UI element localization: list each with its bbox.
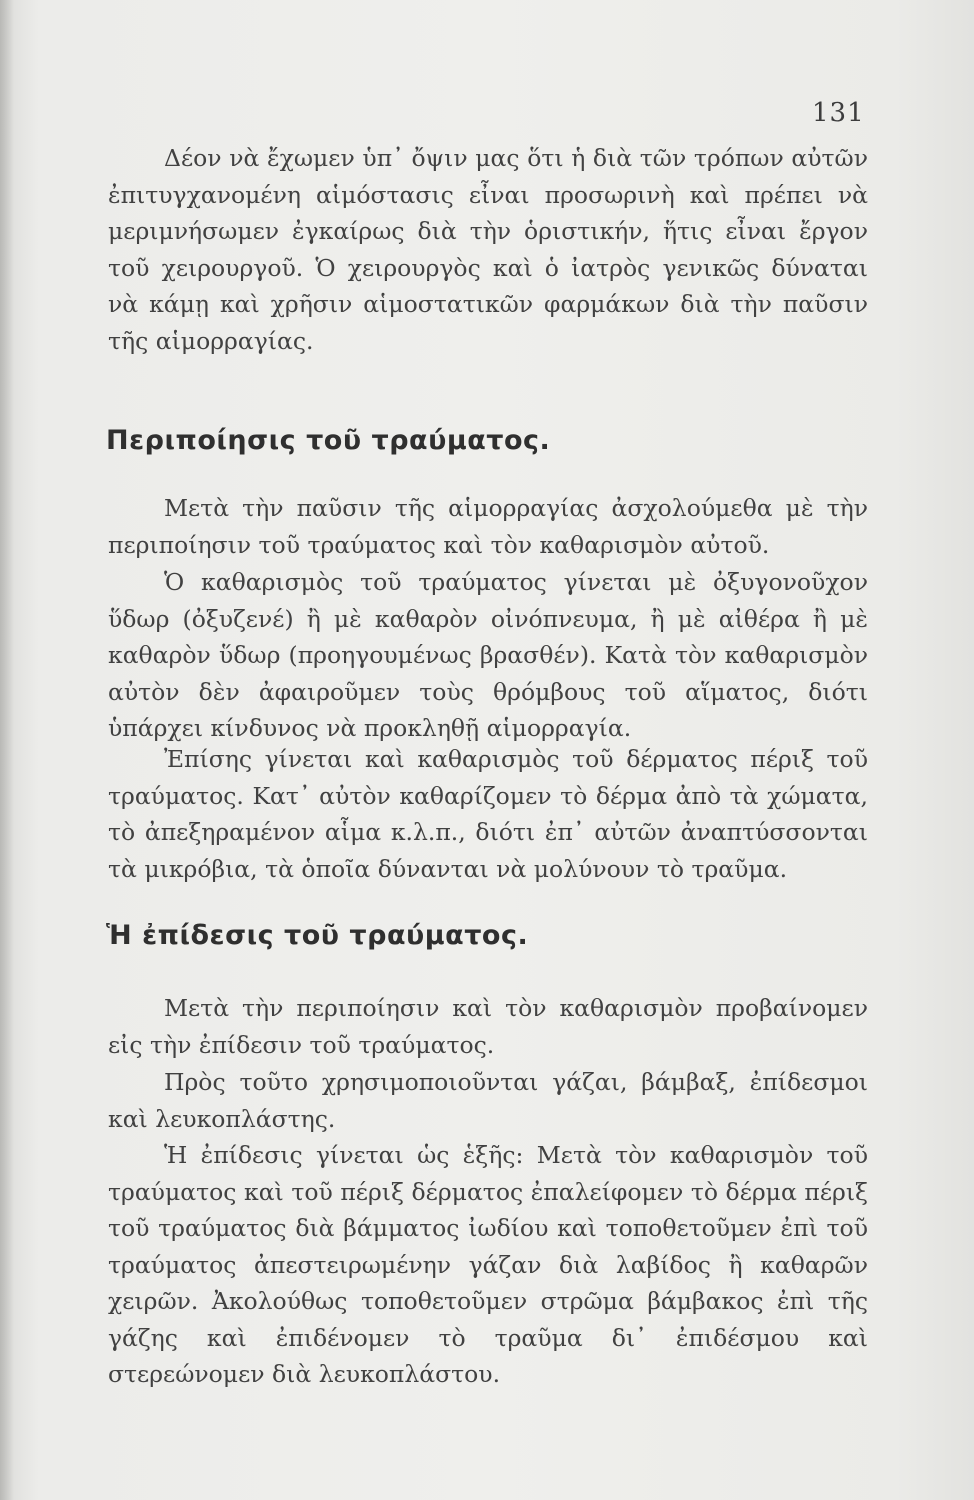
paragraph-skin-cleaning: Ἐπίσης γίνεται καὶ καθαρισμὸς τοῦ δέρματος πέριξ τοῦ τραύματος. Κατ᾽ αὐτὸν καθαρίζομεν τὸ δέρμα ἀπὸ τὰ χώματα, τὸ ἀπεξηραμένον αἷμα κ.λ.π., διότι ἐπ᾽ αὐτῶν ἀναπτύσσονται τὰ μικρόβια, τὰ ὁποῖα δύνανται νὰ μολύνουν τὸ τραῦμα. <box>108 745 868 883</box>
paragraph-wound-cleaning: Ὁ καθαρισμὸς τοῦ τραύματος γίνεται μὲ ὀξυγονοῦχον ὕδωρ (ὀξυζενέ) ἢ μὲ καθαρὸν οἰνόπνευμα, ἢ μὲ αἰθέρα ἢ μὲ καθαρὸν ὕδωρ (προηγουμένως βρασθέν). Κατὰ τὸν καθαρισμὸν αὐτὸν δὲν ἀφαιροῦμεν τοὺς θρόμβους τοῦ αἵματος, διότι ὑπάρχει κίνδυνος νὰ προκληθῇ αἱμορραγία. <box>108 568 868 742</box>
section-heading-wound-care: Περιποίησις τοῦ τραύματος. <box>106 425 551 456</box>
paragraph-wound-care-intro: Μετὰ τὴν παῦσιν τῆς αἱμορραγίας ἀσχολούμεθα μὲ τὴν περιποίησιν τοῦ τραύματος καὶ τὸν καθαρισμὸν αὐτοῦ. <box>108 494 868 559</box>
page-number: 131 <box>812 98 865 128</box>
page-binding-shadow <box>0 0 14 1500</box>
paragraph-hemostasis: Δέον νὰ ἔχωμεν ὑπ᾽ ὄψιν μας ὅτι ἡ διὰ τῶν τρόπων αὐτῶν ἐπιτυγχανομένη αἱμόστασις εἶναι προσωρινὴ καὶ πρέπει νὰ μεριμνήσωμεν ἐγκαίρως διὰ τὴν ὁριστικήν, ἥτις εἶναι ἔργον τοῦ χειρουργοῦ. Ὁ χειρουργὸς καὶ ὁ ἰατρὸς γενικῶς δύναται νὰ κάμῃ καὶ χρῆσιν αἱμοστατικῶν φαρμάκων διὰ τὴν παῦσιν τῆς αἱμορραγίας. <box>108 144 868 355</box>
section-heading-bandaging: Ἡ ἐπίδεσις τοῦ τραύματος. <box>106 920 529 951</box>
paragraph-materials: Πρὸς τοῦτο χρησιμοποιοῦνται γάζαι, βάμβαξ, ἐπίδεσμοι καὶ λευκοπλάστης. <box>108 1068 868 1133</box>
paragraph-bandaging-intro: Μετὰ τὴν περιποίησιν καὶ τὸν καθαρισμὸν προβαίνομεν εἰς τὴν ἐπίδεσιν τοῦ τραύματος. <box>108 994 868 1059</box>
paragraph-bandaging-procedure: Ἡ ἐπίδεσις γίνεται ὡς ἑξῆς: Μετὰ τὸν καθαρισμὸν τοῦ τραύματος καὶ τοῦ πέριξ δέρματος ἐπαλείφομεν τὸ δέρμα πέριξ τοῦ τραύματος διὰ βάμματος ἰωδίου καὶ τοποθετοῦμεν ἐπὶ τοῦ τραύματος ἀπεστειρωμένην γάζαν διὰ λαβίδος ἢ καθαρῶν χειρῶν. Ἀκολούθως τοποθετοῦμεν στρῶμα βάμβακος ἐπὶ τῆς γάζης καὶ ἐπιδένομεν τὸ τραῦμα δι᾽ ἐπιδέσμου καὶ στερεώνομεν διὰ λευκοπλάστου. <box>108 1141 868 1388</box>
